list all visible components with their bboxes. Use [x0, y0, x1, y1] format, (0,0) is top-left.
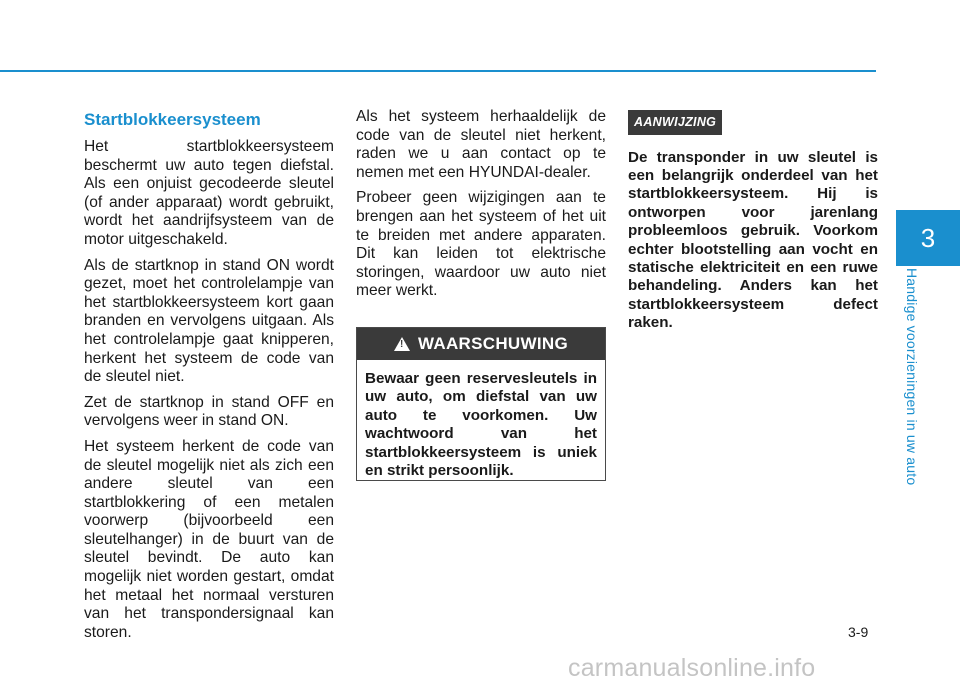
page-number: 3-9	[848, 624, 869, 640]
warning-box	[356, 327, 606, 481]
paragraph: Als het systeem herhaaldelijk de code van de sleutel niet herkent, raden we u aan contact op te nemen met een HYUNDAI-dealer.	[356, 108, 606, 181]
watermark: carmanualsonline.info	[568, 654, 816, 682]
top-rule	[0, 70, 876, 72]
column-3	[628, 108, 878, 333]
paragraph: Zet de startknop in stand OFF en vervolgens weer in stand ON.	[84, 393, 334, 430]
paragraph: Het systeem herkent de code van de sleutel mogelijk niet als zich een andere sleutel van een startblokkering of een metalen voorwerp (bijvoorbeeld een sleutelhanger) in de buurt van de sleutel bevindt. De auto kan mogelijk niet worden gestart, omdat het metaal het normaal versturen van het transpondersignaal kan storen.	[84, 437, 334, 641]
section-heading: Startblokkeersysteem	[84, 110, 261, 129]
warning-text: Bewaar geen reservesleutels in uw auto, om diefstal van uw auto te voorkomen. Uw wachtwoord van het startblokkeersysteem is uniek en strikt persoonlijk.	[365, 369, 597, 479]
paragraph: Het startblokkeersysteem beschermt uw auto tegen diefstal. Als een onjuist gecodeerde sleutel (of ander apparaat) wordt gebruikt, wordt het aandrijfsysteem van de motor uitgeschakeld.	[84, 138, 334, 248]
chapter-number-tab: 3	[896, 210, 960, 266]
column-2	[356, 108, 606, 481]
warning-header	[357, 328, 605, 360]
chapter-title: Handige voorzieningen in uw auto	[904, 268, 920, 486]
note-text: De transponder in uw sleutel is een belangrijk onderdeel van het startblokkeersysteem. Hij is ontworpen voor jarenlang probleemloos gebruik. Voorkom echter blootstelling aan vocht en statische elektriciteit en een ruwe behandeling. Anders kan het startblokkeersysteem defect raken.	[628, 148, 878, 332]
warning-title: WAARSCHUWING	[418, 333, 568, 353]
warning-triangle-icon	[394, 337, 410, 351]
note-label: AANWIJZING	[628, 110, 722, 135]
column-1	[84, 110, 334, 649]
paragraph: Als de startknop in stand ON wordt gezet, moet het controlelampje van het startblokkeersysteem kort gaan branden en vervolgens uitgaan. Als het controlelampje gaat knipperen, herkent het systeem de code van de sleutel niet.	[84, 256, 334, 386]
paragraph: Probeer geen wijzigingen aan te brengen aan het systeem of het uit te breiden met andere apparaten. Dit kan leiden tot elektrische storingen, waardoor uw auto niet meer werkt.	[356, 189, 606, 300]
